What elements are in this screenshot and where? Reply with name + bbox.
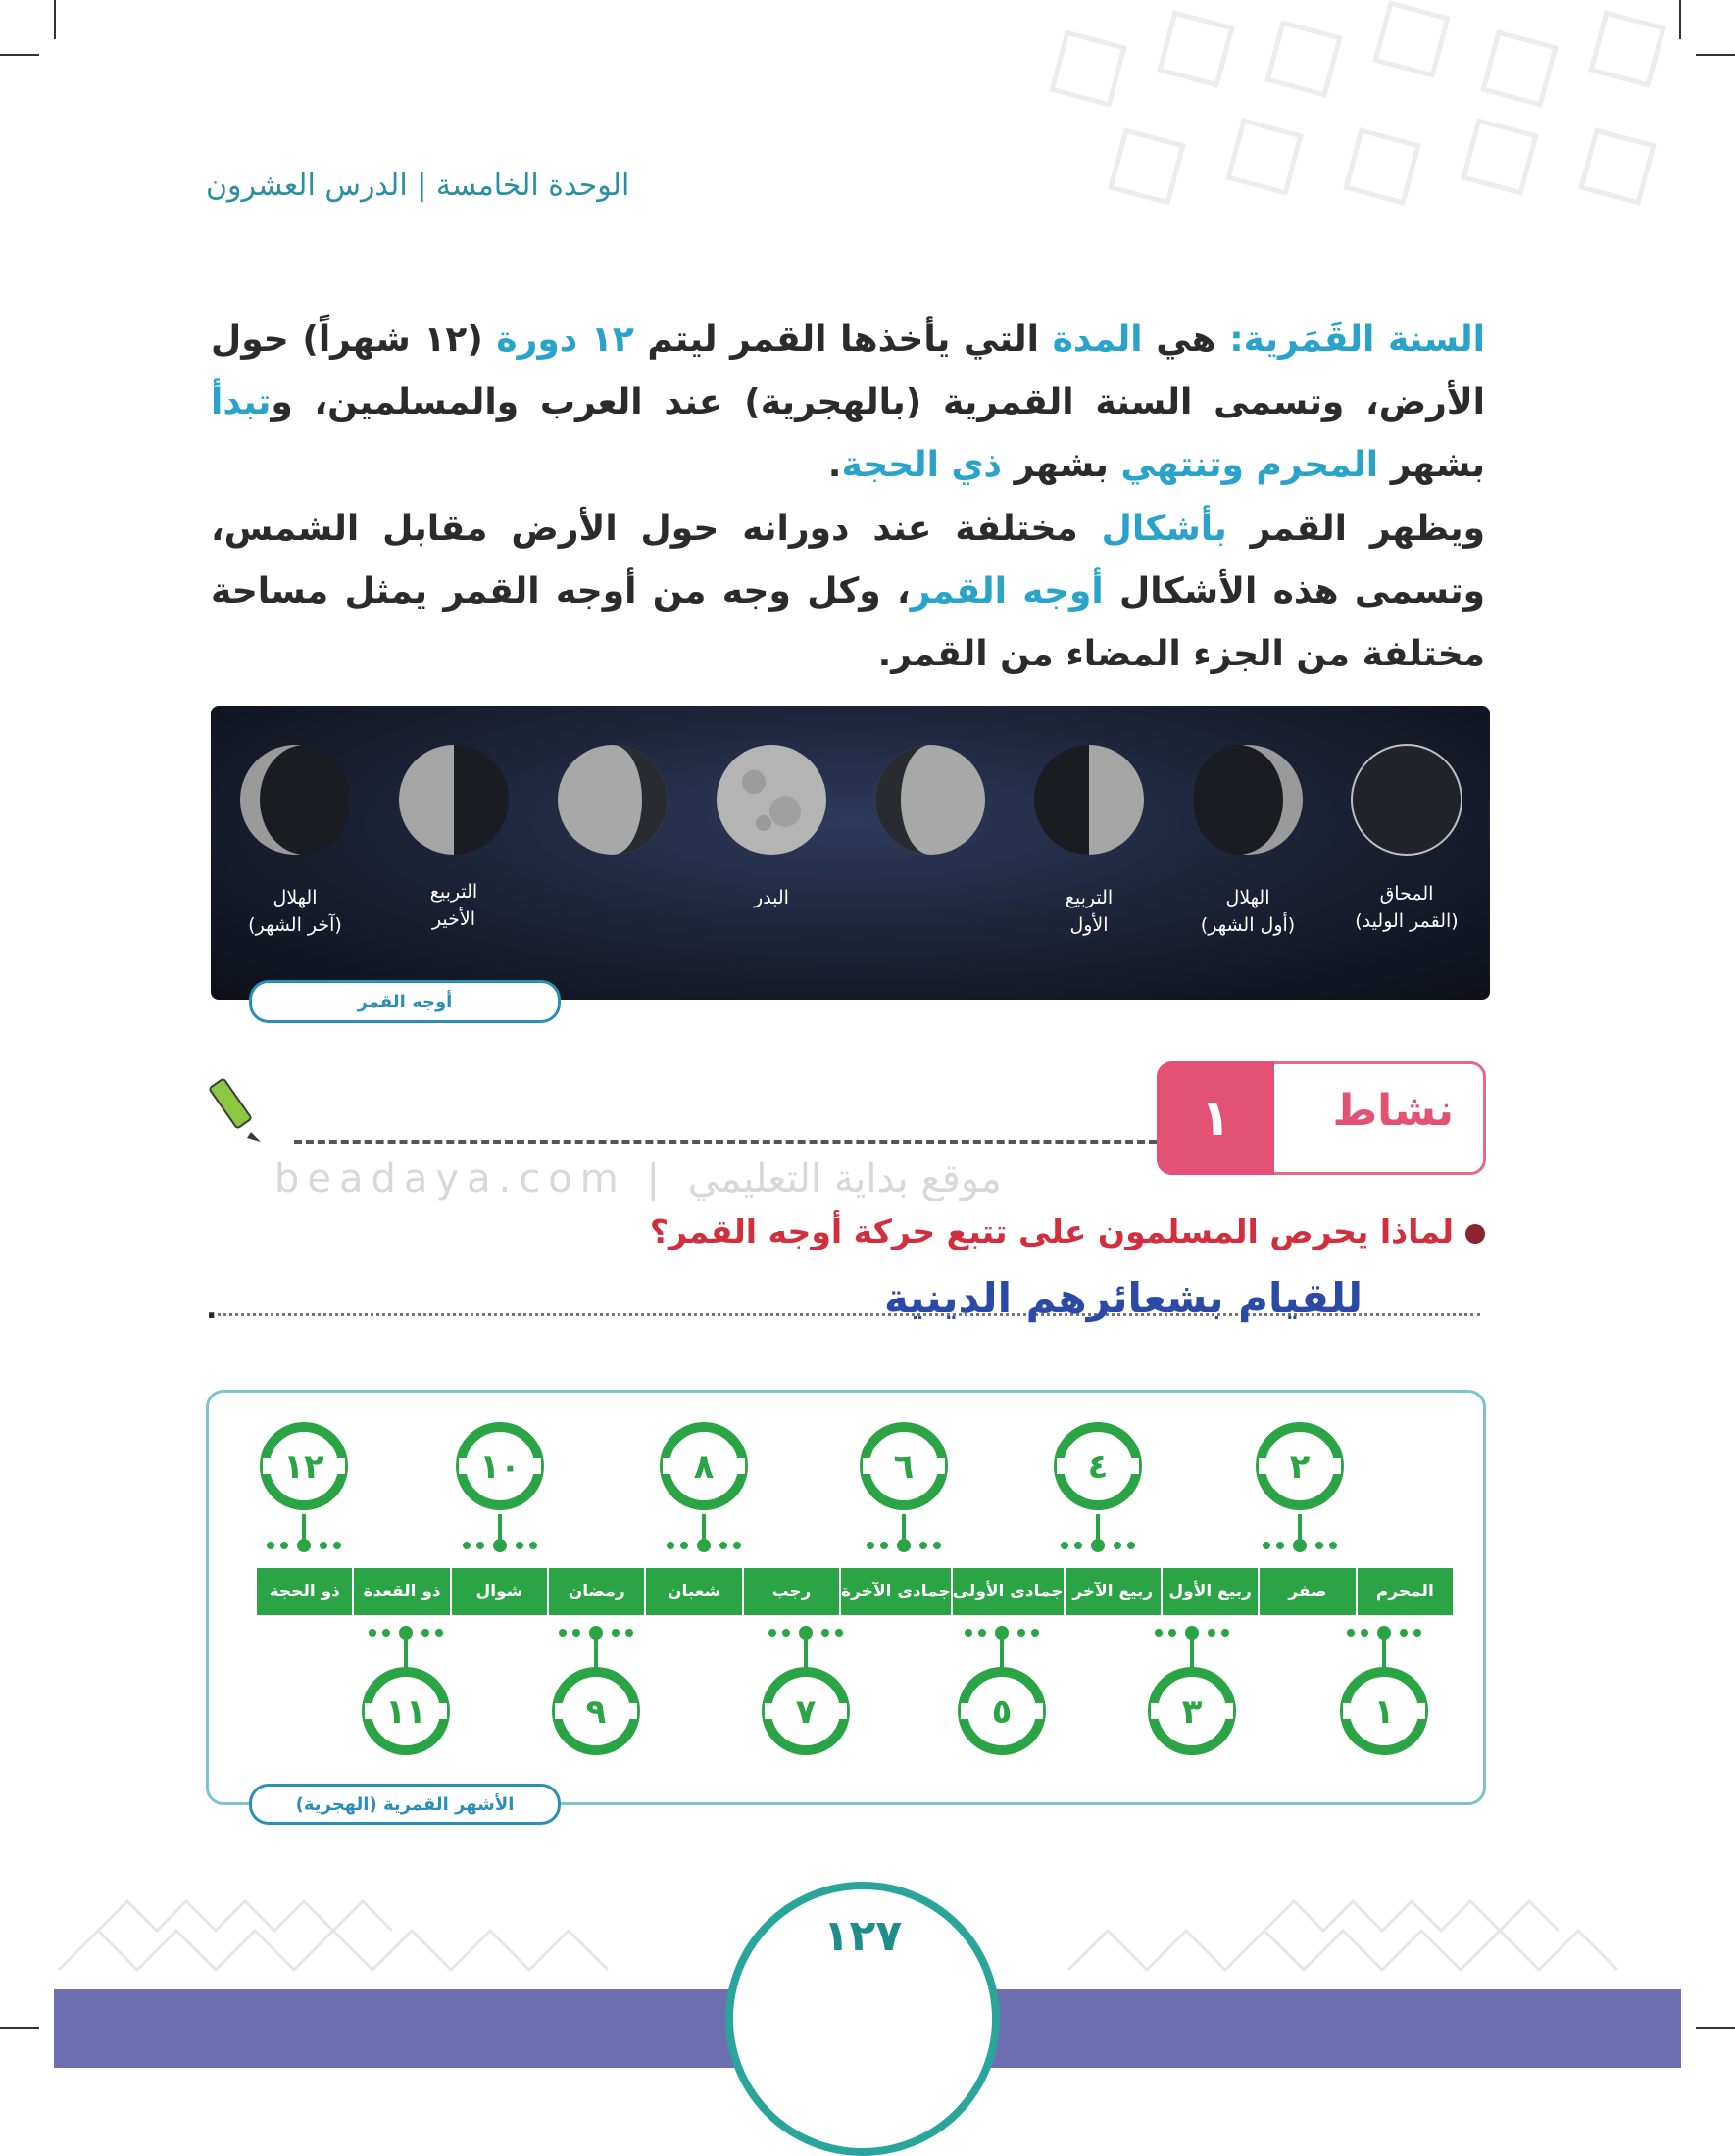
months-caption: الأشهر القمرية (الهجرية) <box>249 1784 561 1825</box>
month-name: ربيع الآخر <box>1064 1568 1161 1615</box>
phase-label-line: (أول الشهر) <box>1200 914 1296 936</box>
text-run: (١٢ شهراً) حول الأرض، وتسمى السنة القمرية (بالهجرية) عند العرب والمسلمين، و <box>211 319 1485 422</box>
moon-phases-panel <box>211 706 1490 1000</box>
month-number: ١ <box>1373 1692 1395 1732</box>
bullet-icon <box>1465 1224 1485 1244</box>
waning-crescent-image <box>238 743 352 857</box>
phase-label-line: الأول <box>1069 914 1109 936</box>
month-number-node <box>659 1421 749 1511</box>
month-name: جمادى الآخرة <box>839 1568 951 1615</box>
waxing-gibbous-image <box>873 743 987 857</box>
phase-label <box>380 878 527 933</box>
decorative-pattern <box>1019 0 1735 255</box>
activity-title: نشاط <box>1332 1086 1454 1136</box>
month-number: ٤ <box>1087 1447 1109 1487</box>
waxing-crescent-image <box>1191 743 1305 857</box>
text-run: بشهر <box>1002 445 1121 485</box>
crop-mark <box>54 0 56 39</box>
phase-label-line: البدر <box>754 887 789 908</box>
month-name: رمضان <box>547 1568 644 1615</box>
phase-label-line: (آخر الشهر) <box>248 914 342 936</box>
activity-question <box>650 1212 1485 1250</box>
month-name: ربيع الأول <box>1161 1568 1258 1615</box>
text-run: ويظهر القمر <box>1226 509 1485 549</box>
phase-label-line: (القمر الوليد) <box>1355 910 1459 932</box>
crop-mark <box>1696 2027 1735 2029</box>
pencil-icon <box>206 1075 265 1144</box>
month-number-node <box>551 1666 641 1756</box>
crop-mark <box>0 2027 39 2029</box>
month-number-node <box>455 1421 545 1511</box>
month-number: ٩ <box>585 1692 607 1732</box>
connector-dots <box>257 1615 1453 1674</box>
month-name: ذو القعدة <box>352 1568 449 1615</box>
highlight-word: ذي الحجة <box>841 445 1003 485</box>
watermark-text: beadaya.com | موقع بداية التعليمي <box>274 1156 1002 1201</box>
month-number-node <box>1255 1421 1345 1511</box>
question-text: لماذا يحرص المسلمون على تتبع حركة أوجه القمر؟ <box>649 1212 1454 1250</box>
month-name: شعبان <box>644 1568 741 1615</box>
month-number: ١١ <box>385 1692 426 1732</box>
month-number-node <box>957 1666 1047 1756</box>
month-name: صفر <box>1258 1568 1355 1615</box>
month-name: المحرم <box>1356 1568 1453 1615</box>
text-run: ، وكل وجه من أوجه القمر يمثل مساحة مختلفة من الجزء المضاء من القمر. <box>211 571 1485 674</box>
full-moon-image <box>715 743 828 857</box>
lesson-title: الدرس العشرون <box>206 169 408 203</box>
page-number: ١٢٧ <box>822 1911 903 1961</box>
phase-label-line: الأخير <box>431 908 476 930</box>
phase-label <box>222 884 369 939</box>
waning-gibbous-image <box>556 743 669 857</box>
month-number-node <box>1053 1421 1143 1511</box>
text-run: مختلفة عند دورانه حول الأرض مقابل الشمس، وتسمى هذه الأشكال <box>211 509 1485 612</box>
month-number-node <box>259 1421 349 1511</box>
month-number: ١٢ <box>283 1447 324 1487</box>
phase-label-line: التربيع <box>429 881 478 903</box>
answer-end-dot: . <box>206 1292 218 1326</box>
highlight-word: تبدأ <box>211 382 272 422</box>
month-name: ذو الحجة <box>269 1582 340 1601</box>
month-number-node <box>859 1421 949 1511</box>
phase-label <box>1174 884 1321 939</box>
month-number: ٦ <box>893 1447 915 1487</box>
connector-dots <box>257 1514 1453 1568</box>
phase-label <box>1333 880 1480 935</box>
month-number: ٧ <box>795 1692 817 1732</box>
activity-divider <box>294 1140 1157 1144</box>
page-header <box>206 169 629 203</box>
new-moon-image <box>1350 743 1463 857</box>
phase-label-line: التربيع <box>1065 887 1114 908</box>
highlight-word: ١٢ دورة <box>496 319 634 360</box>
month-number: ٨ <box>693 1447 715 1487</box>
highlight-word: أوجه القمر <box>910 571 1104 612</box>
lunar-year-definition <box>211 309 1485 497</box>
phase-label <box>698 884 845 911</box>
moon-phases-caption: أوجه القمر <box>249 980 561 1023</box>
month-name: جمادى الأولى <box>951 1568 1064 1615</box>
first-quarter-image <box>1032 743 1146 857</box>
highlight-word: المدة <box>1052 319 1143 360</box>
months-bar <box>257 1568 1453 1615</box>
crop-mark <box>0 54 39 56</box>
handwritten-answer: للقيام بشعائرهم الدينية <box>884 1274 1363 1322</box>
month-number: ٣ <box>1181 1692 1203 1732</box>
highlight-word: بأشكال <box>1101 509 1227 549</box>
text-run: هي <box>1142 319 1230 360</box>
month-number: ٢ <box>1289 1447 1311 1487</box>
month-name: شوال <box>450 1568 547 1615</box>
last-quarter-image <box>397 743 511 857</box>
phase-label-line: الهلال <box>273 887 318 908</box>
activity-number: ١ <box>1157 1061 1274 1175</box>
unit-title: الوحدة الخامسة <box>435 169 630 203</box>
term-lunar-year: السنة القَمَرية: <box>1229 319 1485 360</box>
month-number-node <box>1147 1666 1237 1756</box>
month-number: ٥ <box>991 1692 1013 1732</box>
text-run: . <box>827 445 842 485</box>
month-number-node <box>761 1666 851 1756</box>
header-separator: | <box>417 169 427 203</box>
phase-label <box>1016 884 1163 939</box>
text-run: التي يأخذها القمر ليتم <box>633 319 1053 360</box>
phase-label-line: الهلال <box>1225 887 1270 908</box>
highlight-word: المحرم وتنتهي <box>1120 445 1379 485</box>
phase-label-line: المحاق <box>1379 883 1434 905</box>
moon-phases-paragraph <box>211 498 1485 686</box>
month-name: رجب <box>742 1568 839 1615</box>
month-number-node <box>361 1666 451 1756</box>
activity-badge <box>1157 1061 1486 1175</box>
month-number-node <box>1339 1666 1429 1756</box>
text-run: بشهر <box>1378 445 1485 485</box>
month-number: ١٠ <box>479 1447 520 1487</box>
